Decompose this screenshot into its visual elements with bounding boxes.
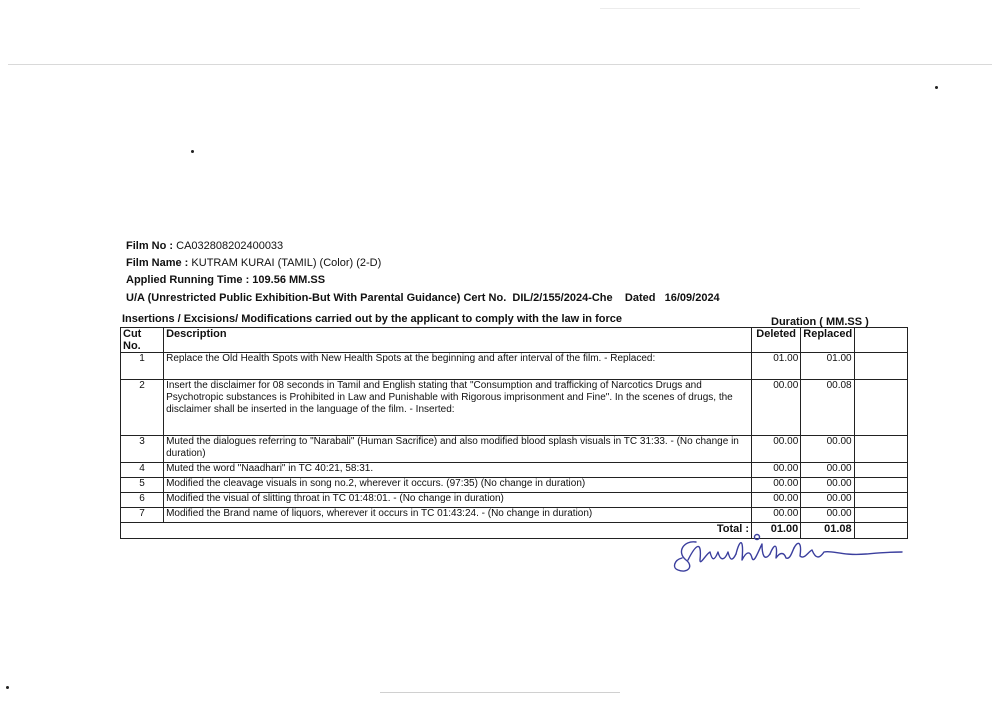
certificate-number: DIL/2/155/2024-Che [512,292,613,304]
table-row [121,463,908,478]
scan-speck [6,686,9,689]
column-header-replaced: Replaced [801,328,854,353]
cut-description: Modified the Brand name of liquors, wherever it occurs in TC 01:43:24. - (No change in duration) [164,508,752,523]
blank-cell [854,508,907,523]
cut-description: Modified the visual of slitting throat in TC 01:48:01. - (No change in duration) [164,493,752,508]
table-row [121,508,908,523]
scan-artifact-line [8,64,992,65]
certificate-text: U/A (Unrestricted Public Exhibition-But With Parental Guidance) Cert No. [126,292,507,304]
replaced-duration: 00.00 [801,493,854,508]
table-row [121,380,908,436]
scan-artifact-line [380,692,620,693]
blank-cell [854,380,907,436]
cuts-table [120,327,908,539]
dated-label: Dated [624,292,656,304]
replaced-duration: 00.00 [801,508,854,523]
cut-description: Replace the Old Health Spots with New Health Spots at the beginning and after interval of the film. - Replaced: [164,353,752,380]
film-number-value: CA032808202400033 [176,240,284,252]
duration-heading: Duration ( MM.SS ) [771,316,869,328]
running-time-line [126,274,325,287]
cut-description: Insert the disclaimer for 08 seconds in Tamil and English stating that "Consumption and trafficking of Narcotics Drugs and Psychotropic substances is Prohibited in Law and Punishable with Rigorous imprisonment and Fine". In the scenes of drugs, the disclaimer shall be inserted in the language of the film. - Inserted: [164,380,752,436]
cut-description: Muted the dialogues referring to "Narabali" (Human Sacrifice) and also modified blood splash visuals in TC 31:33. - (No change in duration) [164,436,752,463]
deleted-duration: 00.00 [752,380,801,436]
deleted-duration: 01.00 [752,353,801,380]
scan-speck [191,150,194,153]
total-spacer [121,523,164,539]
column-header-blank [854,328,907,353]
cut-description: Muted the word "Naadhari" in TC 40:21, 58:31. [164,463,752,478]
blank-cell [854,493,907,508]
column-header-cut-no: Cut No. [121,328,164,353]
deleted-duration: 00.00 [752,436,801,463]
blank-cell [854,463,907,478]
running-time-value: 109.56 MM.SS [252,274,326,286]
table-header-row [121,328,908,353]
cut-number: 2 [121,380,164,436]
replaced-duration: 01.00 [801,353,854,380]
film-name-value: KUTRAM KURAI (TAMIL) (Color) (2-D) [191,257,382,269]
film-name-label: Film Name : [126,257,189,269]
table-row [121,353,908,380]
deleted-duration: 00.00 [752,493,801,508]
running-time-label: Applied Running Time : [126,274,250,286]
cut-number: 5 [121,478,164,493]
cut-number: 7 [121,508,164,523]
cut-number: 4 [121,463,164,478]
replaced-duration: 00.00 [801,436,854,463]
total-replaced: 01.08 [801,523,854,539]
certificate-line [126,292,720,305]
section-heading: Insertions / Excisions/ Modifications carried out by the applicant to comply with the law in force [122,313,622,325]
total-label: Total : [164,523,752,539]
replaced-duration: 00.00 [801,478,854,493]
signature-strokes [675,535,902,572]
film-number-line [126,240,283,253]
deleted-duration: 00.00 [752,508,801,523]
deleted-duration: 00.00 [752,463,801,478]
dated-value: 16/09/2024 [664,292,720,304]
scan-speck [935,86,938,89]
film-name-line [126,257,381,270]
scan-artifact-line [600,8,860,9]
column-header-description: Description [164,328,752,353]
cut-description: Modified the cleavage visuals in song no.2, wherever it occurs. (97:35) (No change in duration) [164,478,752,493]
replaced-duration: 00.08 [801,380,854,436]
table-row [121,436,908,463]
column-header-deleted: Deleted [752,328,801,353]
cut-number: 3 [121,436,164,463]
cut-number: 6 [121,493,164,508]
deleted-duration: 00.00 [752,478,801,493]
replaced-duration: 00.00 [801,463,854,478]
blank-cell [854,353,907,380]
blank-cell [854,436,907,463]
signature-image [666,530,906,580]
cut-number: 1 [121,353,164,380]
total-deleted: 01.00 [752,523,801,539]
film-number-label: Film No : [126,240,174,252]
blank-cell [854,478,907,493]
table-row [121,478,908,493]
table-row [121,493,908,508]
